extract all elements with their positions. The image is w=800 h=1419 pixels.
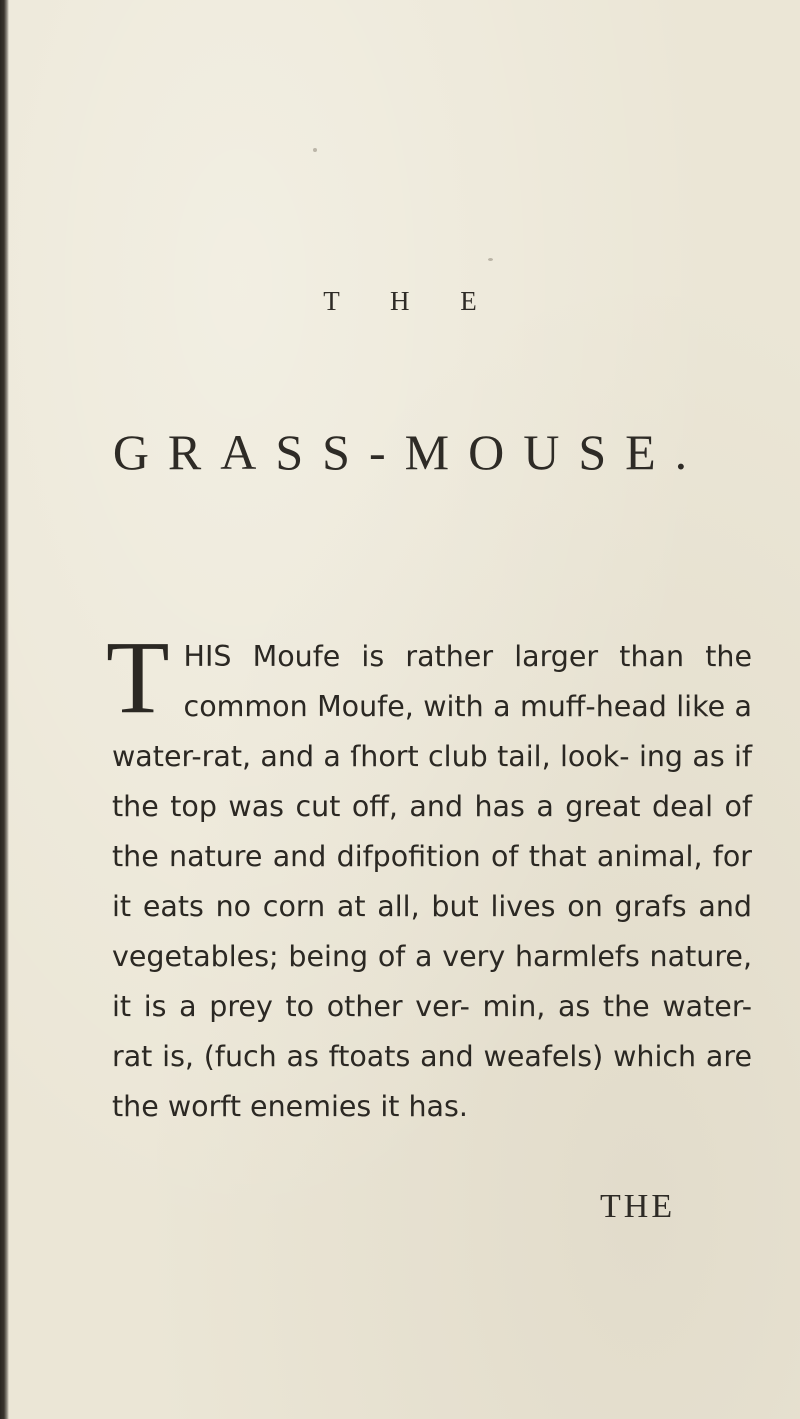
catchword: THE	[600, 1188, 676, 1225]
page-title: GRASS-MOUSE.	[112, 424, 707, 480]
heading-article: T H E	[323, 286, 499, 316]
page-binding-edge	[0, 0, 9, 1419]
paragraph-text: HIS Moufe is rather larger than the common Moufe, with a muff-head like a water-rat, and a ſhort club tail, look- ing as if the top was cut off, and has a great deal of the nature and difpofition of that animal, for it eats no corn at all, but lives on grafs and vegetables; being of a very harmlefs nature, it is a prey to other ver- min, as the water-rat is, (fuch as ftoats and weafels) which are the worft enemies it has.	[112, 640, 752, 1123]
drop-cap: T	[106, 620, 170, 735]
body-paragraph	[106, 620, 752, 1132]
paper-speck	[488, 258, 493, 261]
paper-speck	[313, 148, 317, 152]
